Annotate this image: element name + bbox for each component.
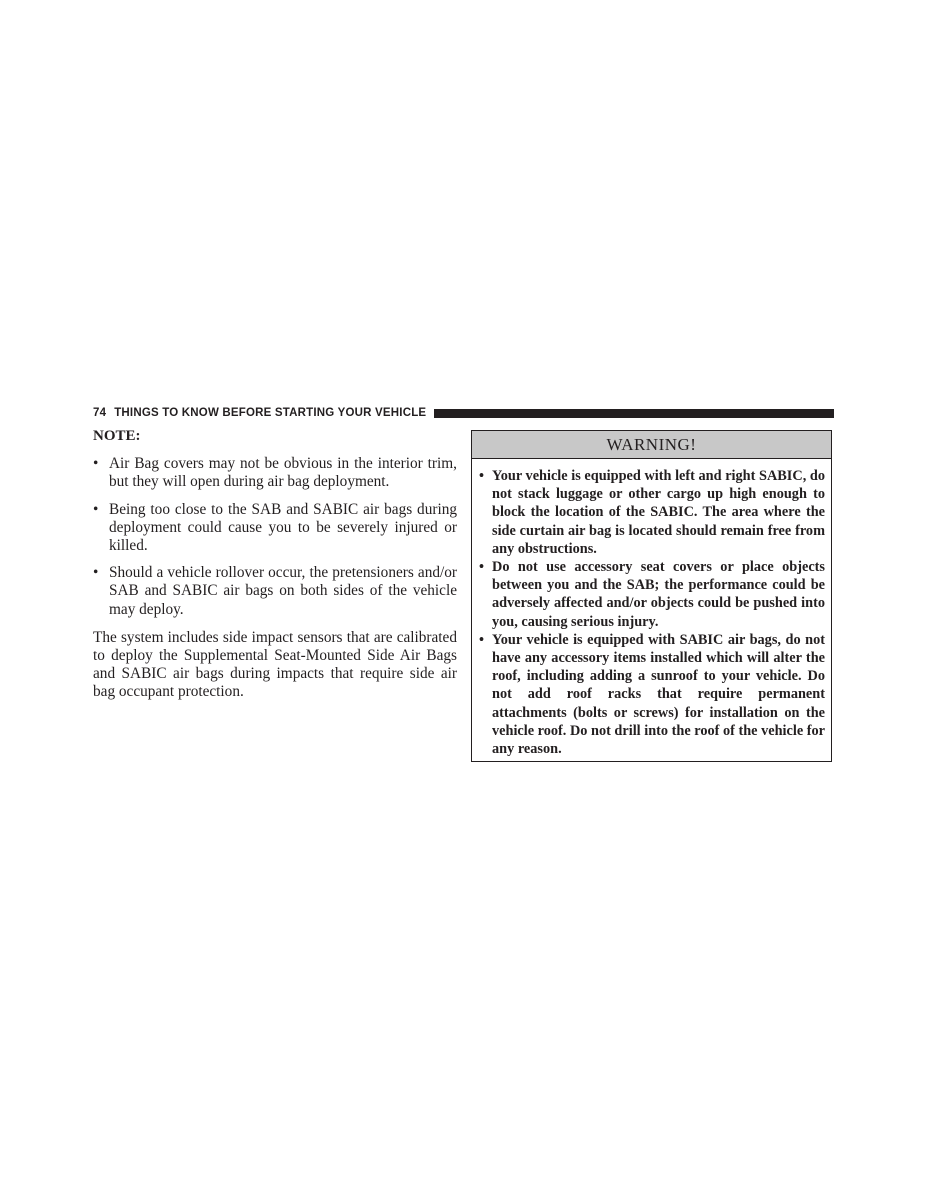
warning-box — [471, 430, 832, 762]
note-heading: NOTE: — [93, 428, 141, 444]
page-header — [93, 404, 834, 422]
note-bullet-text: Should a vehicle rollover occur, the pretensioners and/or SAB and SABIC air bags on both sides of the vehicle may deploy. — [109, 564, 457, 618]
warning-title: WARNING! — [472, 431, 831, 459]
warning-body — [472, 459, 831, 758]
warning-item — [479, 467, 825, 558]
note-bullet-text: Air Bag covers may not be obvious in the interior trim, but they will open during air bag deployment. — [109, 455, 457, 491]
note-bullet-item — [93, 501, 457, 556]
warning-item-text: Your vehicle is equipped with left and right SABIC, do not stack luggage or other cargo up high enough to block the location of the SABIC. The area where the side curtain air bag is located should remain free from any obstructions. — [492, 468, 825, 557]
section-title: THINGS TO KNOW BEFORE STARTING YOUR VEHICLE — [114, 407, 427, 419]
warning-item-text: Your vehicle is equipped with SABIC air bags, do not have any accessory items installed which will alter the roof, including adding a sunroof to your vehicle. Do not add roof racks that require permanent attachments (bolts or screws) for installation on the vehicle roof. Do not drill into the roof of the vehicle for any reason. — [492, 631, 826, 758]
bullet-icon: • — [479, 631, 485, 648]
bullet-icon: • — [479, 559, 485, 576]
note-bullet-item — [93, 564, 457, 619]
body-paragraph: The system includes side impact sensors that are calibrated to deploy the Supplemental Seat-Mounted Side Air Bags and SABIC air bags during impacts that require side air bag occupant protection. — [93, 628, 457, 701]
warning-item — [479, 558, 825, 631]
bullet-icon: • — [93, 455, 99, 473]
bullet-icon: • — [93, 500, 99, 518]
bullet-icon: • — [479, 468, 485, 484]
note-bullet-text: Being too close to the SAB and SABIC air bags during deployment could cause you to be severely injured or killed. — [109, 500, 457, 555]
header-rule — [434, 409, 834, 418]
bullet-icon: • — [93, 564, 99, 582]
left-column — [93, 427, 457, 702]
page-number: 74 — [93, 407, 107, 419]
note-bullet-item — [93, 455, 457, 491]
warning-item — [479, 631, 825, 758]
warning-item-text: Do not use accessory seat covers or place objects between you and the SAB; the performance could be adversely affected and/or objects could be pushed into you, causing serious injury. — [492, 559, 825, 630]
